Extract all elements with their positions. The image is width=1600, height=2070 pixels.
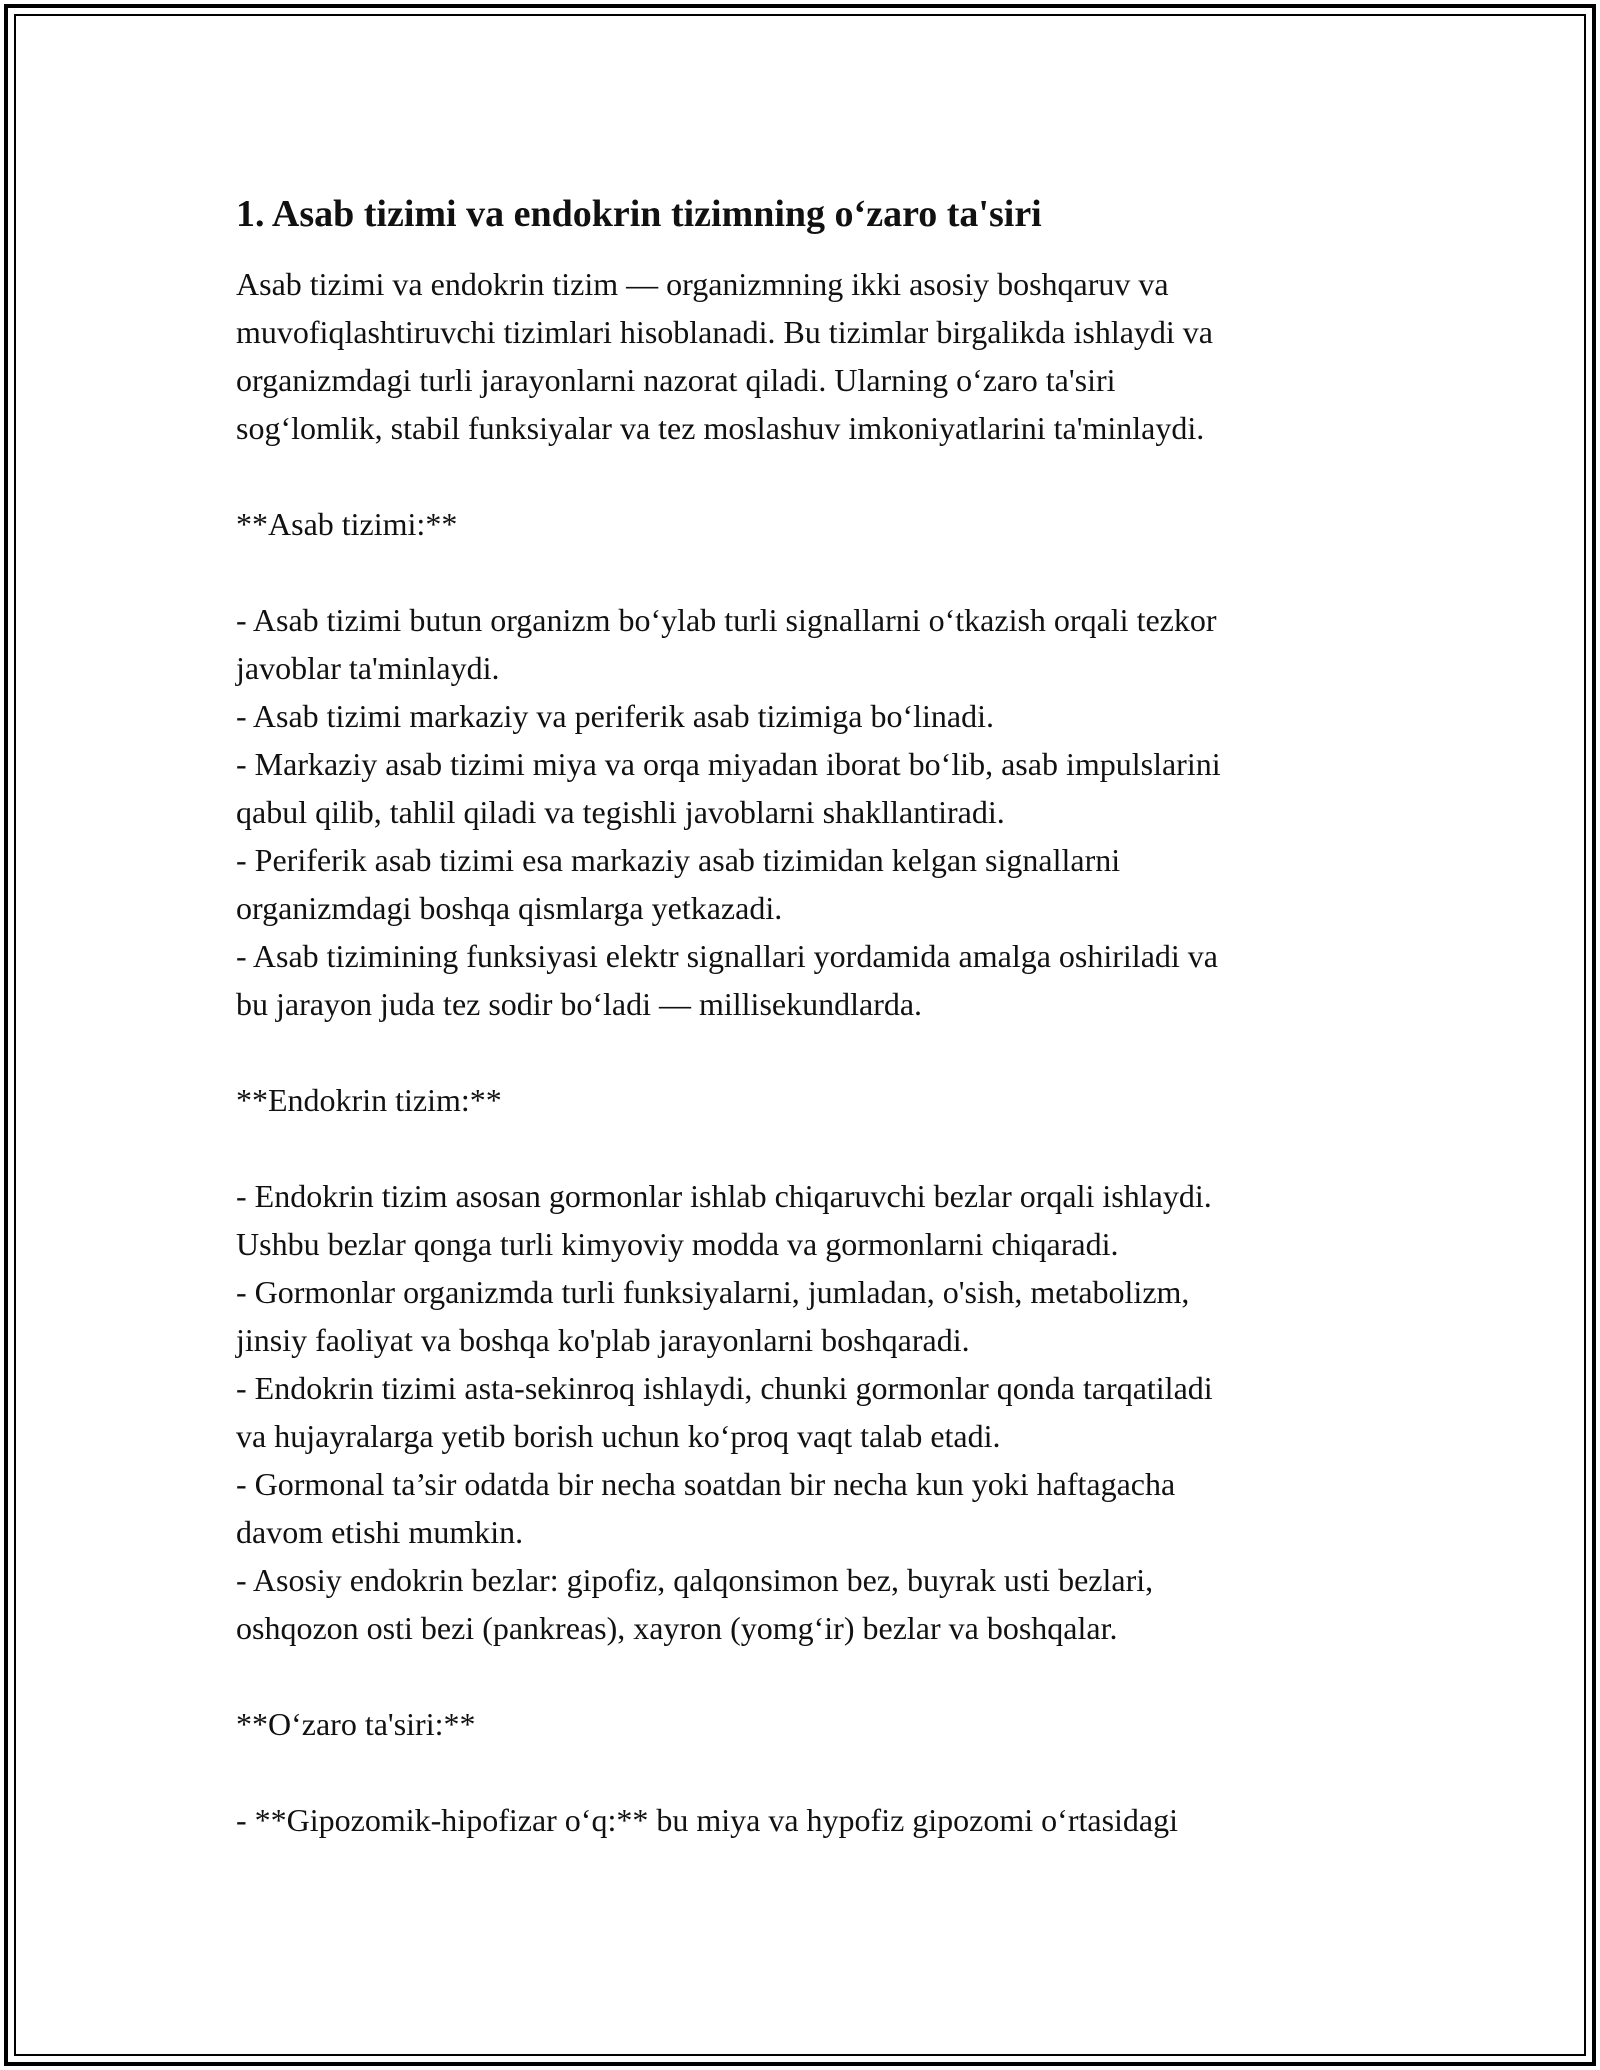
text-line: - Endokrin tizimi asta-sekinroq ishlaydi, chunki gormonlar qonda tarqatiladi: [236, 1370, 1213, 1406]
text-line: organizmdagi turli jarayonlarni nazorat qiladi. Ularning o‘zaro ta'siri: [236, 362, 1116, 398]
text-line: muvofiqlashtiruvchi tizimlari hisoblanadi. Bu tizimlar birgalikda ishlaydi va: [236, 314, 1213, 350]
text-line: Ushbu bezlar qonga turli kimyoviy modda va gormonlarni chiqaradi.: [236, 1226, 1119, 1262]
text-line: - Asab tizimi markaziy va periferik asab tizimiga bo‘linadi.: [236, 698, 994, 734]
text-line: - Gormonal ta’sir odatda bir necha soatdan bir necha kun yoki haftagacha: [236, 1466, 1176, 1502]
blank-line: [236, 1748, 1386, 1796]
text-line: Asab tizimi va endokrin tizim — organizmning ikki asosiy boshqaruv va: [236, 266, 1169, 302]
text-line: - Gormonlar organizmda turli funksiyalarni, jumladan, o'sish, metabolizm,: [236, 1274, 1190, 1310]
blank-line: [236, 452, 1386, 500]
blank-line: [236, 548, 1386, 596]
text-line: - **Gipozomik-hipofizar o‘q:** bu miya va hypofiz gipozomi o‘rtasidagi: [236, 1802, 1178, 1838]
text-line: qabul qilib, tahlil qiladi va tegishli javoblarni shakllantiradi.: [236, 794, 1005, 830]
text-line: **O‘zaro ta'siri:**: [236, 1706, 476, 1742]
text-line: javoblar ta'minlaydi.: [236, 650, 500, 686]
text-line: sog‘lomlik, stabil funksiyalar va tez moslashuv imkoniyatlarini ta'minlaydi.: [236, 410, 1205, 446]
text-line: - Markaziy asab tizimi miya va orqa miyadan iborat bo‘lib, asab impulslarini: [236, 746, 1221, 782]
blank-line: [236, 1124, 1386, 1172]
document-body: [236, 190, 1386, 1844]
text-line: va hujayralarga yetib borish uchun ko‘proq vaqt talab etadi.: [236, 1418, 1001, 1454]
text-line: jinsiy faoliyat va boshqa ko'plab jarayonlarni boshqaradi.: [236, 1322, 970, 1358]
text-line: - Asosiy endokrin bezlar: gipofiz, qalqonsimon bez, buyrak usti bezlari,: [236, 1562, 1154, 1598]
document-title: 1. Asab tizimi va endokrin tizimning o‘zaro ta'siri: [236, 193, 1042, 235]
text-line: bu jarayon juda tez sodir bo‘ladi — millisekundlarda.: [236, 986, 923, 1022]
text-line: **Endokrin tizim:**: [236, 1082, 502, 1118]
text-line: - Asab tizimining funksiyasi elektr signallari yordamida amalga oshiriladi va: [236, 938, 1218, 974]
blank-line: [236, 1652, 1386, 1700]
text-line: davom etishi mumkin.: [236, 1514, 524, 1550]
text-line: - Periferik asab tizimi esa markaziy asab tizimidan kelgan signallarni: [236, 842, 1121, 878]
text-line: oshqozon osti bezi (pankreas), xayron (yomg‘ir) bezlar va boshqalar.: [236, 1610, 1118, 1646]
text-line: organizmdagi boshqa qismlarga yetkazadi.: [236, 890, 783, 926]
document-text: [236, 260, 1386, 1844]
text-line: - Endokrin tizim asosan gormonlar ishlab chiqaruvchi bezlar orqali ishlaydi.: [236, 1178, 1212, 1214]
text-line: - Asab tizimi butun organizm bo‘ylab turli signallarni o‘tkazish orqali tezkor: [236, 602, 1217, 638]
text-line: **Asab tizimi:**: [236, 506, 458, 542]
blank-line: [236, 1028, 1386, 1076]
